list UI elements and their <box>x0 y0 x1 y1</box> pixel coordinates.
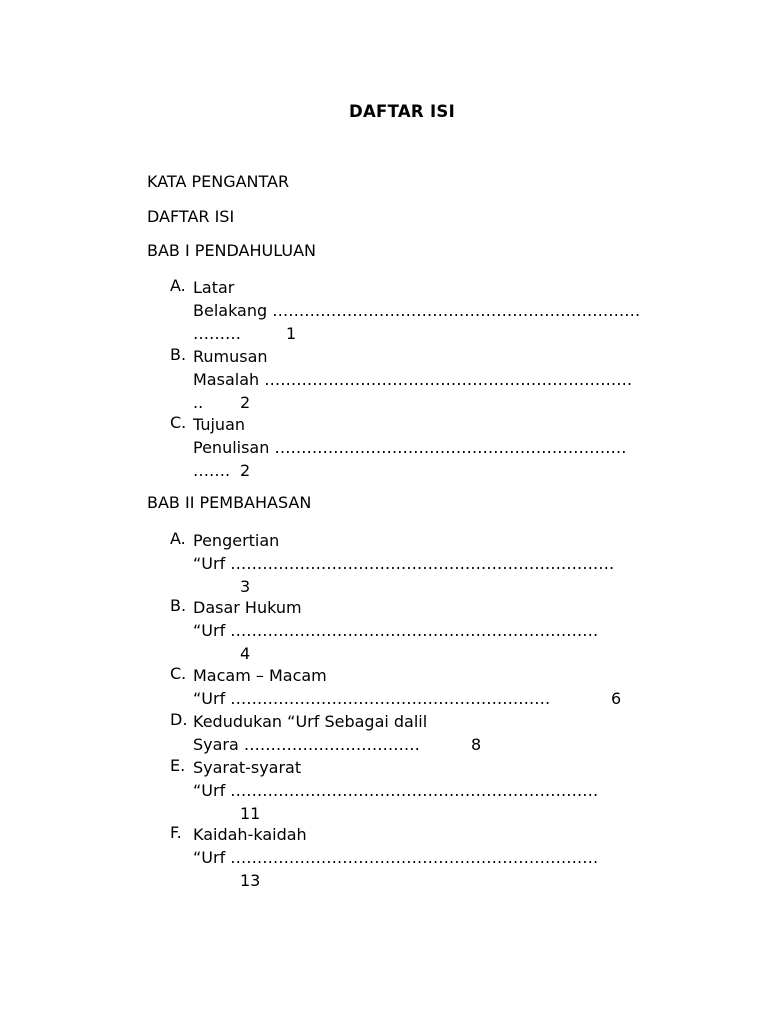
item-letter: A. <box>170 529 186 548</box>
item-letter: E. <box>170 756 186 775</box>
item-title-line2: “Urf …………………………………………………………… <box>193 621 599 640</box>
item-title-line1: Macam – Macam <box>193 666 327 685</box>
item-title-line1: Syarat-syarat <box>193 758 302 777</box>
item-title-line2: “Urf …………………………………………………… <box>193 689 551 708</box>
item-letter: C. <box>170 664 187 683</box>
item-title-line2: Masalah …………………………………………………………… <box>193 370 633 389</box>
item-letter: B. <box>170 596 187 615</box>
item-title-line1: Latar <box>193 278 235 297</box>
item-title-line1: Dasar Hukum <box>193 598 302 617</box>
item-page-number: 4 <box>240 644 251 663</box>
item-page-number: 11 <box>240 804 261 823</box>
item-page-number: 2 <box>240 461 251 480</box>
item-dots: ……. <box>193 461 231 480</box>
item-title-line2: “Urf …………………………………………………………… <box>193 781 599 800</box>
item-title-line2: “Urf …………………………………………………………… <box>193 848 599 867</box>
heading-bab-1: BAB I PENDAHULUAN <box>147 241 316 260</box>
item-title-line1: Pengertian <box>193 531 280 550</box>
item-title-line3 <box>193 459 663 482</box>
item-page-number: 2 <box>240 393 251 412</box>
item-letter: D. <box>170 710 188 729</box>
item-letter: F. <box>170 823 182 842</box>
item-page-number: 13 <box>240 871 261 890</box>
item-dots: ……… <box>193 324 241 343</box>
item-title-line1: Kedudukan “Urf Sebagai dalil <box>193 712 428 731</box>
item-title-line1: Tujuan <box>193 415 246 434</box>
item-title-line3 <box>193 322 663 345</box>
item-title-line2: “Urf ……………………………………………………………… <box>193 554 615 573</box>
item-page-number: 1 <box>286 324 297 343</box>
item-title-line1: Kaidah-kaidah <box>193 825 307 844</box>
item-title-line1: Rumusan <box>193 347 268 366</box>
item-dots: .. <box>193 393 204 412</box>
heading-bab-2: BAB II PEMBAHASAN <box>147 493 312 512</box>
item-page-number: 8 <box>471 735 482 754</box>
item-page-number: 6 <box>611 689 622 708</box>
heading-kata-pengantar: KATA PENGANTAR <box>147 172 290 191</box>
item-title-line3 <box>193 391 663 414</box>
item-title-line2: Syara …………………………… <box>193 735 420 754</box>
item-letter: B. <box>170 345 187 364</box>
item-letter: A. <box>170 276 186 295</box>
item-page-number: 3 <box>240 577 251 596</box>
item-title-line2: Belakang …………………………………………………………… <box>193 301 641 320</box>
item-letter: C. <box>170 413 187 432</box>
item-title-line2: Penulisan ………………………………………………………… <box>193 438 627 457</box>
heading-daftar-isi: DAFTAR ISI <box>147 207 235 226</box>
page-title: DAFTAR ISI <box>348 102 456 121</box>
